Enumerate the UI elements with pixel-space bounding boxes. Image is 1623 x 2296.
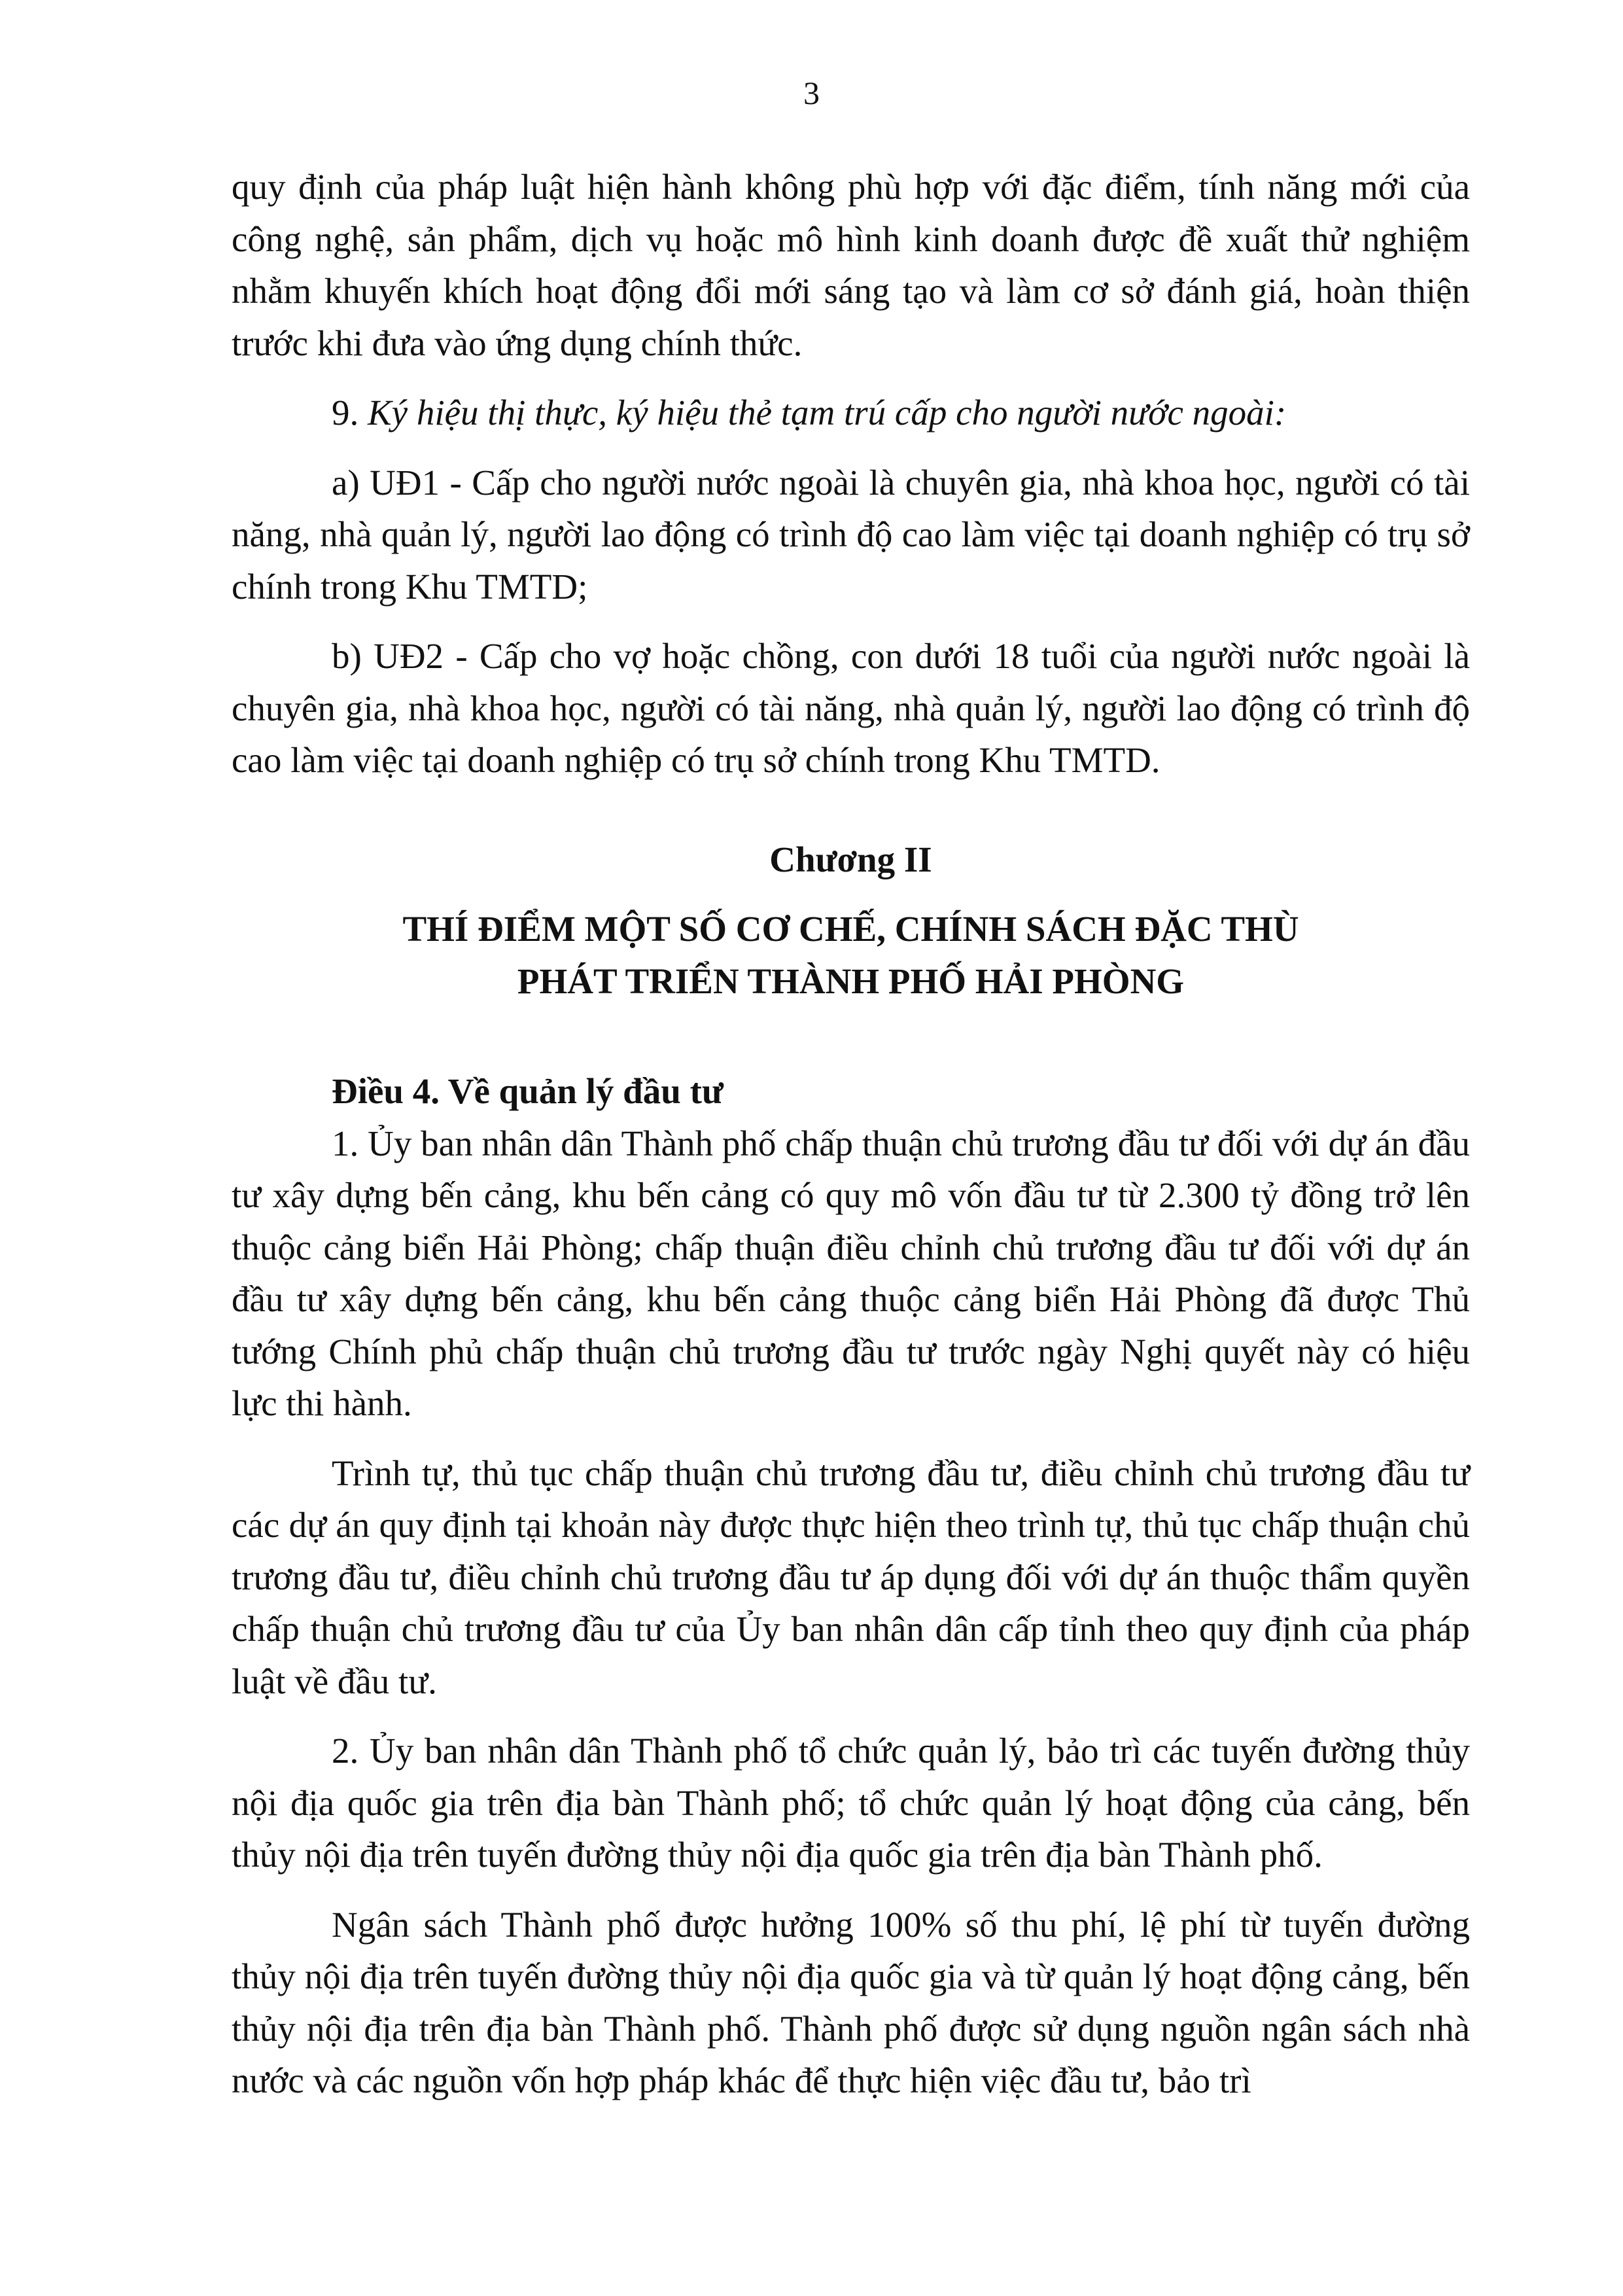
article-paragraph-4: Ngân sách Thành phố được hưởng 100% số thu phí, lệ phí từ tuyến đường thủy nội địa trên tuyến đường thủy nội địa quốc gia và từ quản lý hoạt động cảng, bến thủy nội địa trên địa bàn Thành phố. Thành phố được sử dụng nguồn ngân sách nhà nước và các nguồn vốn hợp pháp khác để thực hiện việc đầu tư, bảo trì — [232, 1904, 1470, 2100]
chapter-title-line-1: THÍ ĐIỂM MỘT SỐ CƠ CHẾ, CHÍNH SÁCH ĐẶC THÙ — [402, 909, 1299, 949]
item-9-italic-text: Ký hiệu thị thực, ký hiệu thẻ tạm trú cấp cho người nước ngoài: — [368, 393, 1287, 433]
paragraph-item-9 — [232, 387, 1470, 439]
article-paragraph-3: 2. Ủy ban nhân dân Thành phố tổ chức quản lý, bảo trì các tuyến đường thủy nội địa quốc gia trên địa bàn Thành phố; tổ chức quản lý hoạt động của cảng, bến thủy nội địa trên tuyến đường thủy nội địa quốc gia trên địa bàn Thành phố. — [232, 1731, 1470, 1875]
paragraph-item-a: a) UĐ1 - Cấp cho người nước ngoài là chuyên gia, nhà khoa học, người có tài năng, nhà quản lý, người lao động có trình độ cao làm việc tại doanh nghiệp có trụ sở chính trong Khu TMTD; — [232, 462, 1470, 607]
article-title: Điều 4. Về quản lý đầu tư — [332, 1071, 724, 1111]
paragraph-item-b: b) UĐ2 - Cấp cho vợ hoặc chồng, con dưới 18 tuổi của người nước ngoài là chuyên gia, nhà khoa học, người có tài năng, nhà quản lý, người lao động có trình độ cao làm việc tại doanh nghiệp có trụ sở chính trong Khu TMTD. — [232, 636, 1470, 780]
article-paragraph-2: Trình tự, thủ tục chấp thuận chủ trương đầu tư, điều chỉnh chủ trương đầu tư các dự án quy định tại khoản này được thực hiện theo trình tự, thủ tục chấp thuận chủ trương đầu tư, điều chỉnh chủ trương đầu tư áp dụng đối với dự án thuộc thẩm quyền chấp thuận chủ trương đầu tư của Ủy ban nhân dân cấp tỉnh theo quy định của pháp luật về đầu tư. — [232, 1453, 1470, 1701]
page-number: 3 — [803, 75, 820, 111]
item-number: 9. — [332, 393, 368, 433]
page-content — [232, 161, 1470, 2125]
paragraph-definition-continued: quy định của pháp luật hiện hành không phù hợp với đặc điểm, tính năng mới của công nghệ, sản phẩm, dịch vụ hoặc mô hình kinh doanh được đề xuất thử nghiệm nhằm khuyến khích hoạt động đổi mới sáng tạo và làm cơ sở đánh giá, hoàn thiện trước khi đưa vào ứng dụng chính thức. — [232, 167, 1470, 363]
chapter-label: Chương II — [769, 839, 932, 879]
chapter-title-line-2: PHÁT TRIỂN THÀNH PHỐ HẢI PHÒNG — [517, 961, 1185, 1001]
article-paragraph-1: 1. Ủy ban nhân dân Thành phố chấp thuận chủ trương đầu tư đối với dự án đầu tư xây dựng bến cảng, khu bến cảng có quy mô vốn đầu tư từ 2.300 tỷ đồng trở lên thuộc cảng biển Hải Phòng; chấp thuận điều chỉnh chủ trương đầu tư đối với dự án đầu tư xây dựng bến cảng, khu bến cảng thuộc cảng biển Hải Phòng đã được Thủ tướng Chính phủ chấp thuận chủ trương đầu tư trước ngày Nghị quyết này có hiệu lực thi hành. — [232, 1123, 1470, 1423]
